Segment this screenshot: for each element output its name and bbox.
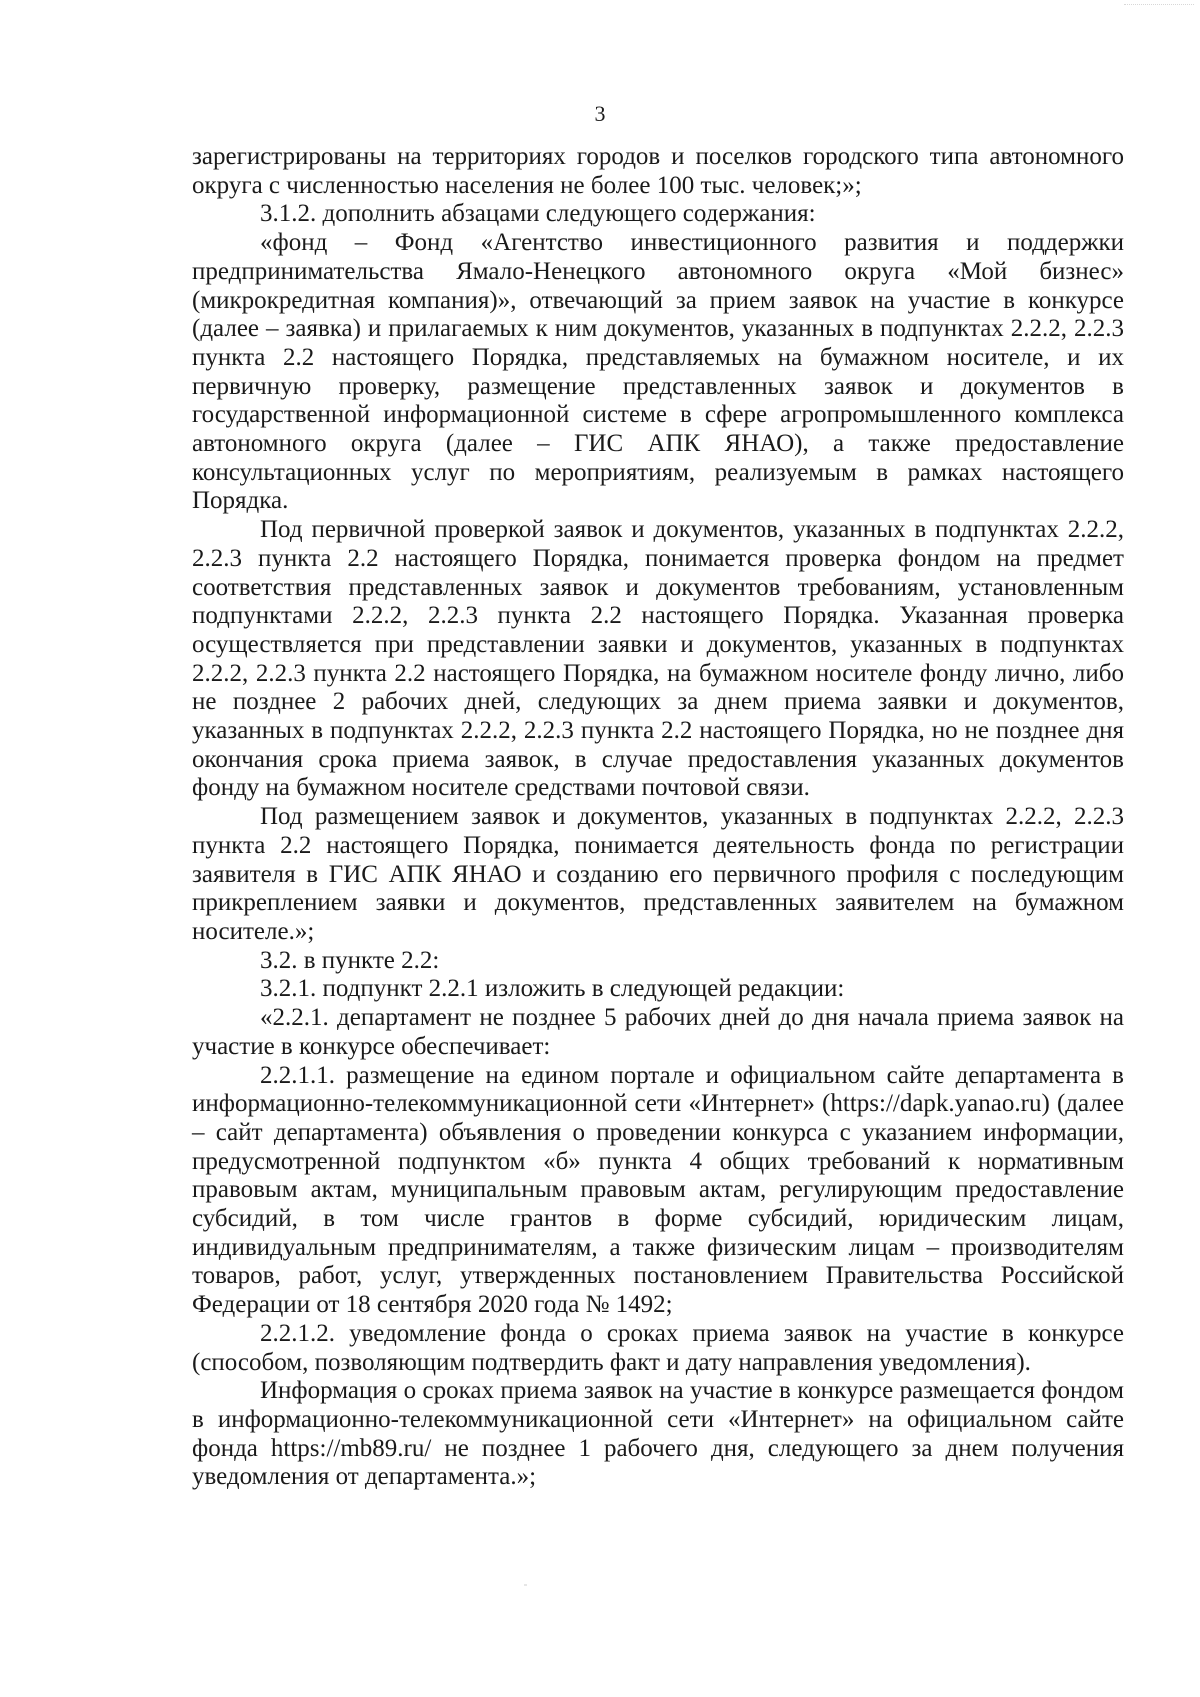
paragraph-8: «2.2.1. департамент не позднее 5 рабочих дней до дня начала приема заявок на участие в конкурсе обеспечивает: — [192, 1004, 1124, 1060]
page-number: 3 — [594, 101, 606, 126]
scan-artifact-dot — [524, 1584, 527, 1586]
paragraph-1: зарегистрированы на территориях городов и поселков городского типа автономного округа с численностью населения не более 100 тыс. человек;»; — [192, 143, 1124, 199]
paragraph-4: Под первичной проверкой заявок и документов, указанных в подпунктах 2.2.2, 2.2.3 пункта 2.2 настоящего Порядка, понимается проверка фондом на предмет соответствия представленных заявок и документов требованиям, установленным подпунктами 2.2.2, 2.2.3 пункта 2.2 настоящего Порядка. Указанная проверка осуществляется при представлении заявки и документов, указанных в подпунктах 2.2.2, 2.2.3 пункта 2.2 настоящего Порядка, на бумажном носителе фонду лично, либо не позднее 2 рабочих дней, следующих за днем приема заявки и документов, указанных в подпунктах 2.2.2, 2.2.3 пункта 2.2 настоящего Порядка, но не позднее дня окончания срока приема заявок, в случае предоставления указанных документов фонду на бумажном носителе средствами почтовой связи. — [192, 516, 1124, 802]
paragraph-3: «фонд – Фонд «Агентство инвестиционного развития и поддержки предпринимательства Ямало-Ненецкого автономного округа «Мой бизнес» (микрокредитная компания)», отвечающий за прием заявок на участие в конкурсе (далее – заявка) и прилагаемых к ним документов, указанных в подпунктах 2.2.2, 2.2.3 пункта 2.2 настоящего Порядка, представляемых на бумажном носителе, и их первичную проверку, размещение представленных заявок и документов в государственной информационной системе в сфере агропромышленного комплекса автономного округа (далее – ГИС АПК ЯНАО), а также предоставление консультационных услуг по мероприятиям, реализуемым в рамках настоящего Порядка. — [192, 229, 1124, 515]
paragraph-5: Под размещением заявок и документов, указанных в подпунктах 2.2.2, 2.2.3 пункта 2.2 настоящего Порядка, понимается деятельность фонда по регистрации заявителя в ГИС АПК ЯНАО и созданию его первичного профиля с последующим прикреплением заявки и документов, представленных заявителем на бумажном носителе.»; — [192, 803, 1124, 945]
paragraph-10: 2.2.1.2. уведомление фонда о сроках приема заявок на участие в конкурсе (способом, позволяющим подтвердить факт и дату направления уведомления). — [192, 1319, 1124, 1376]
document-body — [192, 143, 1124, 1492]
paragraph-2: 3.1.2. дополнить абзацами следующего содержания: — [260, 200, 816, 228]
paragraph-7: 3.2.1. подпункт 2.2.1 изложить в следующей редакции: — [260, 975, 845, 1003]
paragraph-9: 2.2.1.1. размещение на едином портале и официальном сайте департамента в информационно-телекоммуникационной сети «Интернет» (https://dapk.yanao.ru) (далее – сайт департамента) объявления о проведении конкурса с указанием информации, предусмотренной подпунктом «б» пункта 4 общих требований к нормативным правовым актам, муниципальным правовым актам, регулирующим предоставление субсидий, в том числе грантов в форме субсидий, юридическим лицам, индивидуальным предпринимателям, а также физическим лицам – производителям товаров, работ, услуг, утвержденных постановлением Правительства Российской Федерации от 18 сентября 2020 года № 1492; — [192, 1061, 1124, 1319]
scan-artifact — [1124, 4, 1194, 11]
paragraph-11: Информация о сроках приема заявок на участие в конкурсе размещается фондом в информационно-телекоммуникационной сети «Интернет» на официальном сайте фонда https://mb89.ru/ не позднее 1 рабочего дня, следующего за днем получения уведомления от департамента.»; — [192, 1377, 1124, 1491]
paragraph-6: 3.2. в пункте 2.2: — [260, 946, 440, 974]
